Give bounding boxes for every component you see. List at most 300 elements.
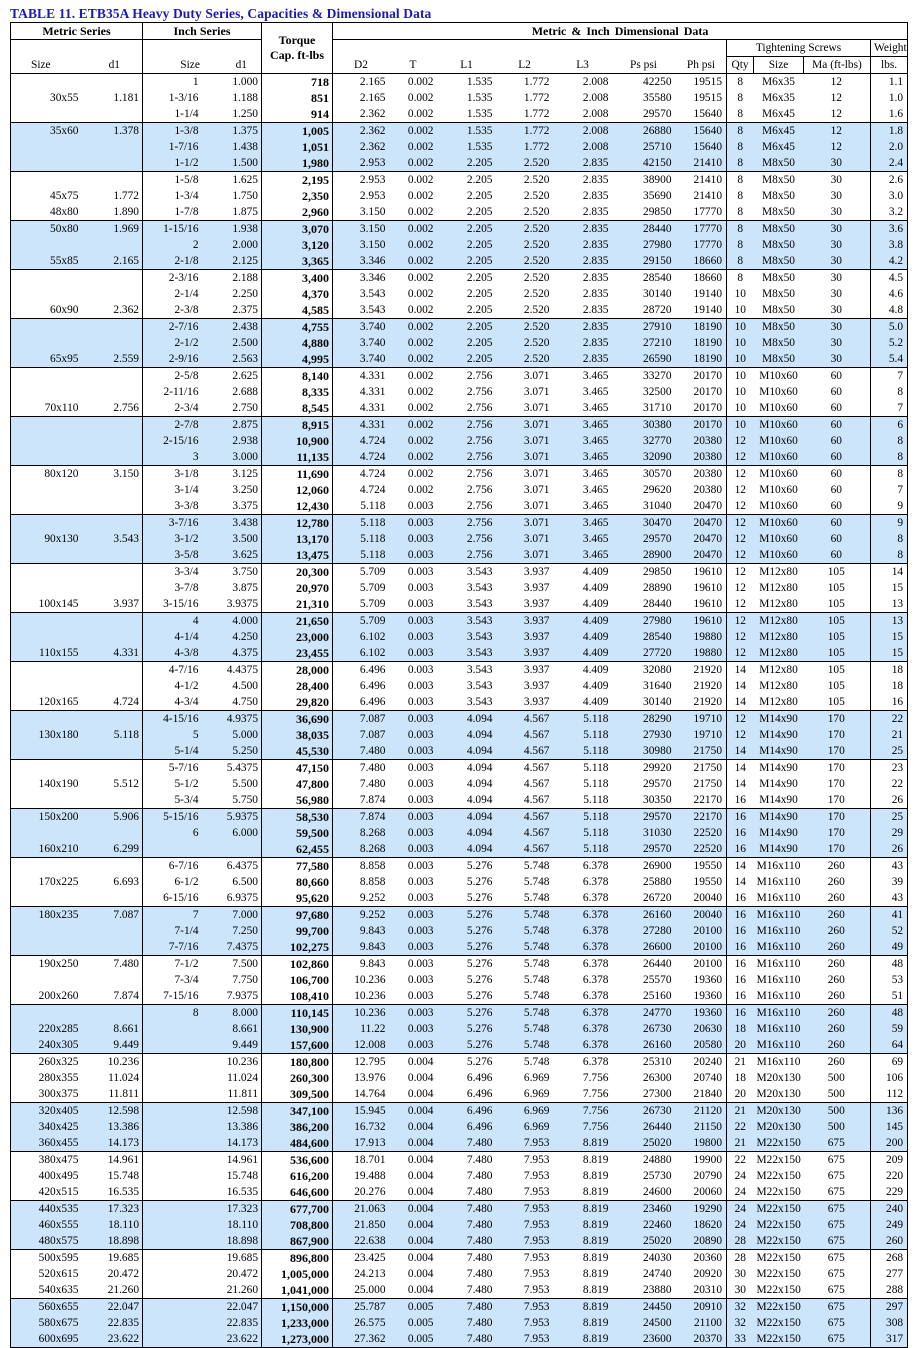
cell-ps: 25160 xyxy=(643,990,672,1002)
cell-ph: 21920 xyxy=(675,662,727,679)
cell-screw-size: M22x150 xyxy=(756,1170,801,1182)
cell-ps: 27930 xyxy=(612,727,675,743)
cell-l1: 5.276 xyxy=(437,1054,496,1071)
cell-inch-d1: 2.625 xyxy=(209,368,262,385)
cell-screw-size: M20x130 xyxy=(754,1119,804,1135)
cell-l3: 2.835 xyxy=(553,221,612,238)
cell-screw-qty: 8 xyxy=(727,237,754,253)
cell-inch-size: 6-1/2 xyxy=(143,874,209,890)
cell-l3: 3.465 xyxy=(553,515,612,532)
cell-l1: 4.094 xyxy=(437,743,496,760)
cell-l2: 3.937 xyxy=(523,696,550,708)
cell-l3: 4.409 xyxy=(553,662,612,679)
cell-screw-qty: 20 xyxy=(727,1037,754,1054)
cell-inch-d1 xyxy=(209,841,262,858)
cell-t: 0.003 xyxy=(407,990,434,1002)
cell-metric-d1: 7.087 xyxy=(87,907,143,924)
table-row xyxy=(11,1005,908,1022)
cell-torque: 2,195 xyxy=(262,172,333,189)
cell-metric-size xyxy=(11,923,87,939)
cell-l2: 3.937 xyxy=(496,662,553,679)
cell-t: 0.002 xyxy=(389,172,437,189)
cell-torque: 108,410 xyxy=(262,988,333,1005)
cell-weight: 5.4 xyxy=(871,351,908,368)
cell-weight: 1.6 xyxy=(871,106,908,123)
cell-metric-size: 560x655 xyxy=(11,1299,87,1316)
cell-weight: 277 xyxy=(871,1266,908,1282)
cell-metric-d1 xyxy=(87,155,143,172)
cell-l3: 2.008 xyxy=(582,92,609,104)
cell-weight: 1.0 xyxy=(871,90,908,106)
cell-l3: 8.819 xyxy=(553,1152,612,1169)
cell-inch-d1: 1.750 xyxy=(232,190,259,202)
metric-col-headers xyxy=(11,40,143,74)
cell-metric-d1: 7.874 xyxy=(113,990,140,1002)
cell-inch-size: 5-3/4 xyxy=(143,792,209,809)
cell-t: 0.004 xyxy=(407,1170,434,1182)
table-row xyxy=(11,368,908,385)
cell-torque: 851 xyxy=(262,90,333,106)
cell-d2: 2.362 xyxy=(333,123,389,140)
cell-l2: 7.953 xyxy=(496,1135,553,1152)
cell-torque: 59,500 xyxy=(262,825,333,841)
cell-screw-ma: 60 xyxy=(830,500,842,512)
cell-inch-size: 7-7/16 xyxy=(143,939,209,956)
cell-weight: 43 xyxy=(871,858,908,875)
cell-metric-size xyxy=(11,613,87,630)
cell-screw-ma: 60 xyxy=(804,531,871,547)
table-row xyxy=(11,613,908,630)
cell-ph: 21410 xyxy=(693,190,723,202)
cell-l1: 6.496 xyxy=(466,1088,493,1100)
cell-metric-d1 xyxy=(87,335,143,351)
cell-inch-d1: 5.9375 xyxy=(209,809,262,826)
cell-metric-d1: 1.772 xyxy=(113,190,140,202)
cell-l3: 6.378 xyxy=(553,1005,612,1022)
cell-inch-d1: 6.4375 xyxy=(209,858,262,875)
cell-torque: 38,035 xyxy=(262,727,333,743)
cell-inch-d1: 7.500 xyxy=(209,956,262,973)
cell-l3: 4.409 xyxy=(553,645,612,662)
cell-metric-size: 340x425 xyxy=(11,1119,87,1135)
cell-metric-size: 120x165 xyxy=(11,694,87,711)
cell-l3: 2.008 xyxy=(553,139,612,155)
cell-metric-size: 110x155 xyxy=(11,645,87,662)
cell-ph: 20470 xyxy=(693,500,723,512)
cell-screw-qty: 21 xyxy=(727,1103,754,1120)
cell-inch-d1: 1.000 xyxy=(209,74,262,91)
cell-inch-d1: 7.9375 xyxy=(226,990,259,1002)
cell-screw-size: M14x90 xyxy=(754,727,804,743)
cell-screw-qty: 16 xyxy=(727,972,754,988)
table-row xyxy=(11,1086,908,1103)
cell-ps: 29920 xyxy=(612,760,675,777)
cell-metric-d1 xyxy=(87,792,143,809)
cell-t: 0.002 xyxy=(389,433,437,449)
cell-l1: 7.480 xyxy=(466,1284,493,1296)
cell-inch-d1: 3.9375 xyxy=(226,598,259,610)
cell-screw-ma: 500 xyxy=(827,1072,845,1084)
cell-l3: 2.835 xyxy=(553,335,612,351)
cell-torque: 718 xyxy=(262,74,333,91)
cell-l1: 2.205 xyxy=(466,206,493,218)
cell-t: 0.004 xyxy=(389,1119,437,1135)
cell-l1: 3.543 xyxy=(437,613,496,630)
cell-l3: 5.118 xyxy=(553,711,612,728)
cell-screw-ma: 675 xyxy=(804,1201,871,1218)
cell-l1: 7.480 xyxy=(437,1299,496,1316)
cell-l2: 7.953 xyxy=(496,1201,553,1218)
cell-torque: 4,995 xyxy=(262,351,333,368)
cell-screw-size: M8x50 xyxy=(754,351,804,368)
cell-inch-d1: 7.750 xyxy=(232,974,259,986)
cell-metric-d1: 10.236 xyxy=(87,1054,143,1071)
cell-screw-ma: 30 xyxy=(804,155,871,172)
cell-inch-d1: 21.260 xyxy=(226,1284,259,1296)
cell-ph: 19140 xyxy=(693,288,723,300)
cell-inch-size xyxy=(143,1184,209,1201)
cell-l2: 1.772 xyxy=(523,108,550,120)
cell-screw-qty: 22 xyxy=(727,1152,754,1169)
table-row xyxy=(11,515,908,532)
cell-weight: 48 xyxy=(871,1005,908,1022)
cell-metric-d1 xyxy=(87,580,143,596)
cell-l3: 6.378 xyxy=(553,1054,612,1071)
weight-header-line2: lbs. xyxy=(871,57,908,74)
cell-inch-size: 3-7/8 xyxy=(143,580,209,596)
table-row xyxy=(11,1282,908,1299)
cell-screw-size: M12x80 xyxy=(754,645,804,662)
cell-l2: 5.748 xyxy=(523,892,550,904)
cell-d2: 7.480 xyxy=(333,743,389,760)
cell-inch-d1: 22.047 xyxy=(209,1299,262,1316)
cell-metric-d1: 4.724 xyxy=(113,696,140,708)
cell-screw-ma: 675 xyxy=(804,1315,871,1331)
table-row xyxy=(11,694,908,711)
cell-ps: 30140 xyxy=(643,288,672,300)
cell-ph: 17770 xyxy=(675,221,727,238)
cell-l2: 4.567 xyxy=(496,825,553,841)
cell-torque: 10,900 xyxy=(262,433,333,449)
cell-screw-qty: 16 xyxy=(727,841,754,858)
cell-torque: 20,970 xyxy=(262,580,333,596)
cell-l1: 2.205 xyxy=(437,155,496,172)
cell-inch-size: 5-1/2 xyxy=(143,776,209,792)
cell-ph: 18660 xyxy=(675,270,727,287)
cell-t: 0.004 xyxy=(407,1186,434,1198)
cell-metric-size: 100x145 xyxy=(11,596,87,613)
cell-metric-size xyxy=(11,319,87,336)
cell-metric-d1 xyxy=(87,613,143,630)
cell-metric-size: 420x515 xyxy=(11,1184,87,1201)
table-row xyxy=(11,139,908,155)
cell-screw-qty: 10 xyxy=(727,384,754,400)
cell-ps: 25310 xyxy=(612,1054,675,1071)
cell-screw-qty: 8 xyxy=(727,106,754,123)
cell-l3: 8.819 xyxy=(582,1186,609,1198)
cell-l2: 2.520 xyxy=(523,206,550,218)
cell-weight: 8 xyxy=(871,449,908,466)
cell-screw-ma: 60 xyxy=(804,368,871,385)
cell-metric-d1: 2.165 xyxy=(87,253,143,270)
cell-screw-qty: 8 xyxy=(727,221,754,238)
cell-ps: 29850 xyxy=(643,206,672,218)
cell-ps: 32090 xyxy=(612,449,675,466)
cell-screw-ma: 105 xyxy=(804,564,871,581)
cell-metric-size: 480x575 xyxy=(11,1233,87,1250)
cell-ps: 38900 xyxy=(612,172,675,189)
cell-torque: 386,200 xyxy=(262,1119,333,1135)
cell-weight: 8 xyxy=(871,547,908,564)
cell-d2: 4.331 xyxy=(333,384,389,400)
cell-weight: 21 xyxy=(871,727,908,743)
table-row xyxy=(11,1233,908,1250)
cell-metric-size xyxy=(11,760,87,777)
cell-ps: 28890 xyxy=(643,582,672,594)
cell-l2: 5.748 xyxy=(523,876,550,888)
cell-screw-ma: 30 xyxy=(804,270,871,287)
cell-screw-qty: 12 xyxy=(727,711,754,728)
cell-torque: 8,915 xyxy=(262,417,333,434)
cell-metric-d1 xyxy=(87,449,143,466)
cell-l1: 2.205 xyxy=(437,319,496,336)
cell-metric-d1: 2.362 xyxy=(113,304,140,316)
cell-l1: 1.535 xyxy=(437,139,496,155)
cell-metric-d1 xyxy=(87,923,143,939)
cell-inch-d1: 16.535 xyxy=(226,1186,259,1198)
cell-metric-size: 300x375 xyxy=(11,1086,87,1103)
cell-metric-size xyxy=(11,106,87,123)
cell-screw-ma: 260 xyxy=(804,1037,871,1054)
table-row xyxy=(11,596,908,613)
cell-t: 0.002 xyxy=(407,484,434,496)
cell-metric-d1: 6.299 xyxy=(87,841,143,858)
cell-l3: 6.378 xyxy=(553,939,612,956)
cell-screw-ma: 30 xyxy=(830,288,842,300)
cell-l2: 3.937 xyxy=(496,629,553,645)
cell-t: 0.002 xyxy=(389,237,437,253)
cell-screw-size: M22x150 xyxy=(754,1233,804,1250)
cell-l2: 7.953 xyxy=(523,1284,550,1296)
cell-ps: 26730 xyxy=(612,1021,675,1037)
table-row xyxy=(11,74,908,91)
cell-ph: 21410 xyxy=(675,172,727,189)
cell-torque: 708,800 xyxy=(262,1217,333,1233)
cell-screw-size: M10x60 xyxy=(759,402,798,414)
cell-screw-ma: 260 xyxy=(804,923,871,939)
cell-weight: 8 xyxy=(871,466,908,483)
cell-metric-size: 55x85 xyxy=(11,253,87,270)
cell-l1: 6.496 xyxy=(466,1072,493,1084)
cell-d2: 4.331 xyxy=(333,368,389,385)
cell-metric-d1: 8.661 xyxy=(87,1021,143,1037)
cell-inch-d1: 2.250 xyxy=(232,288,259,300)
cell-l3: 8.819 xyxy=(553,1201,612,1218)
cell-weight: 43 xyxy=(871,890,908,907)
cell-inch-size: 1-7/16 xyxy=(143,139,209,155)
dimensional-header: Metric & Inch Dimensional Data xyxy=(333,23,908,40)
cell-weight: 220 xyxy=(871,1168,908,1184)
cell-ph: 19710 xyxy=(675,727,727,743)
cell-t: 0.002 xyxy=(389,74,437,91)
cell-metric-size xyxy=(11,286,87,302)
cell-ps: 29620 xyxy=(643,484,672,496)
cell-l1: 5.276 xyxy=(437,1005,496,1022)
cell-l3: 2.835 xyxy=(553,253,612,270)
cell-weight: 16 xyxy=(871,694,908,711)
cell-screw-size: M14x90 xyxy=(754,825,804,841)
cell-l1: 3.543 xyxy=(437,629,496,645)
cell-weight: 1.1 xyxy=(871,74,908,91)
cell-screw-size: M16x110 xyxy=(756,974,801,986)
cell-metric-size: 45x75 xyxy=(11,188,87,204)
cell-inch-size: 2-9/16 xyxy=(143,351,209,368)
cell-screw-size: M10x60 xyxy=(754,433,804,449)
cell-l2: 5.748 xyxy=(496,1037,553,1054)
cell-ph: 18620 xyxy=(675,1217,727,1233)
cell-screw-qty: 12 xyxy=(727,564,754,581)
cell-ps: 32770 xyxy=(612,433,675,449)
cell-metric-d1: 1.181 xyxy=(113,92,140,104)
cell-torque: 23,455 xyxy=(262,645,333,662)
cell-metric-size: 320x405 xyxy=(11,1103,87,1120)
cell-inch-size: 3 xyxy=(143,449,209,466)
cell-d2: 22.638 xyxy=(333,1233,389,1250)
cell-metric-size xyxy=(11,433,87,449)
cell-t: 0.002 xyxy=(407,304,434,316)
cell-ph: 20580 xyxy=(675,1037,727,1054)
cell-l2: 2.520 xyxy=(496,155,553,172)
cell-inch-d1: 11.811 xyxy=(227,1088,259,1100)
cell-screw-size: M16x110 xyxy=(754,1005,804,1022)
cell-screw-size: M16x110 xyxy=(754,1037,804,1054)
cell-screw-ma: 105 xyxy=(827,598,845,610)
cell-metric-d1: 7.480 xyxy=(87,956,143,973)
cell-d2: 4.724 xyxy=(333,433,389,449)
cell-inch-size: 5-7/16 xyxy=(143,760,209,777)
cell-screw-qty: 14 xyxy=(727,743,754,760)
cell-torque: 36,690 xyxy=(262,711,333,728)
table-row xyxy=(11,90,908,106)
cell-ps: 31040 xyxy=(643,500,672,512)
cell-t: 0.002 xyxy=(389,351,437,368)
cell-screw-size: M10x60 xyxy=(754,515,804,532)
cell-l1: 4.094 xyxy=(466,794,493,806)
cell-l3: 5.118 xyxy=(583,778,609,790)
cell-t: 0.003 xyxy=(389,515,437,532)
cell-t: 0.002 xyxy=(389,335,437,351)
cell-metric-size: 500x595 xyxy=(11,1250,87,1267)
cell-weight: 52 xyxy=(871,923,908,939)
cell-ps: 29570 xyxy=(612,809,675,826)
cell-l2: 1.772 xyxy=(496,123,553,140)
cell-inch-size: 2-1/2 xyxy=(143,335,209,351)
cell-l3: 2.835 xyxy=(553,155,612,172)
cell-metric-d1: 9.449 xyxy=(87,1037,143,1054)
table-row xyxy=(11,155,908,172)
cell-l2: 1.772 xyxy=(496,139,553,155)
cell-screw-qty: 8 xyxy=(727,123,754,140)
cell-torque: 1,005 xyxy=(262,123,333,140)
cell-l2: 3.071 xyxy=(496,466,553,483)
cell-screw-ma: 170 xyxy=(827,778,845,790)
cell-ps: 24600 xyxy=(643,1186,672,1198)
cell-ph: 21150 xyxy=(675,1119,727,1135)
cell-screw-qty: 12 xyxy=(727,727,754,743)
cell-weight: 308 xyxy=(871,1315,908,1331)
cell-l1: 7.480 xyxy=(466,1268,493,1280)
col-qty: Qty xyxy=(727,57,754,74)
cell-metric-d1: 12.598 xyxy=(87,1103,143,1120)
cell-screw-ma: 675 xyxy=(804,1331,871,1348)
cell-inch-size: 1-3/16 xyxy=(143,90,209,106)
cell-metric-size: 600x695 xyxy=(11,1331,87,1348)
cell-weight: 145 xyxy=(871,1119,908,1135)
cell-torque: 1,051 xyxy=(262,139,333,155)
cell-screw-qty: 12 xyxy=(727,498,754,515)
cell-screw-qty: 10 xyxy=(727,417,754,434)
cell-l2: 3.071 xyxy=(523,500,550,512)
cell-t: 0.003 xyxy=(389,531,437,547)
cell-l1: 5.276 xyxy=(437,923,496,939)
cell-l1: 3.543 xyxy=(466,582,493,594)
cell-t: 0.002 xyxy=(389,139,437,155)
cell-screw-ma: 60 xyxy=(830,484,842,496)
cell-screw-qty: 14 xyxy=(727,760,754,777)
cell-inch-d1: 1.188 xyxy=(232,92,259,104)
cell-weight: 4.2 xyxy=(871,253,908,270)
cell-metric-d1: 18.110 xyxy=(87,1217,143,1233)
cell-metric-d1: 11.811 xyxy=(108,1088,140,1100)
cell-ph: 20240 xyxy=(675,1054,727,1071)
cell-metric-size xyxy=(11,515,87,532)
cell-ph: 18660 xyxy=(675,253,727,270)
cell-inch-size: 1-1/2 xyxy=(143,155,209,172)
cell-ph: 19710 xyxy=(675,711,727,728)
cell-l2: 2.520 xyxy=(496,172,553,189)
cell-inch-d1: 1.500 xyxy=(209,155,262,172)
cell-screw-ma: 12 xyxy=(830,92,842,104)
cell-torque: 95,620 xyxy=(262,890,333,907)
cell-l3: 6.378 xyxy=(582,990,609,1002)
cell-metric-d1: 3.150 xyxy=(87,466,143,483)
cell-screw-qty: 16 xyxy=(727,825,754,841)
cell-metric-size: 35x60 xyxy=(11,123,87,140)
cell-l3: 2.835 xyxy=(553,319,612,336)
col-t: T xyxy=(409,59,417,71)
cell-screw-size: M6x35 xyxy=(762,92,795,104)
cell-l1: 2.756 xyxy=(437,531,496,547)
cell-l1: 7.480 xyxy=(437,1152,496,1169)
table-row xyxy=(11,1168,908,1184)
cell-screw-size: M6x45 xyxy=(762,108,795,120)
cell-inch-size xyxy=(143,1103,209,1120)
cell-metric-d1: 22.047 xyxy=(87,1299,143,1316)
cell-l2: 6.969 xyxy=(496,1119,553,1135)
cell-screw-size: M22x150 xyxy=(754,1315,804,1331)
cell-ph: 20360 xyxy=(675,1250,727,1267)
cell-ps: 27300 xyxy=(643,1088,672,1100)
cell-torque: 58,530 xyxy=(262,809,333,826)
cell-metric-size: 65x95 xyxy=(11,351,87,368)
table-row xyxy=(11,498,908,515)
cell-inch-size: 6-15/16 xyxy=(143,890,209,907)
cell-metric-size xyxy=(11,139,87,155)
cell-inch-d1: 4.500 xyxy=(232,680,259,692)
cell-weight: 13 xyxy=(871,613,908,630)
cell-ps: 26600 xyxy=(612,939,675,956)
cell-ph: 20100 xyxy=(675,939,727,956)
